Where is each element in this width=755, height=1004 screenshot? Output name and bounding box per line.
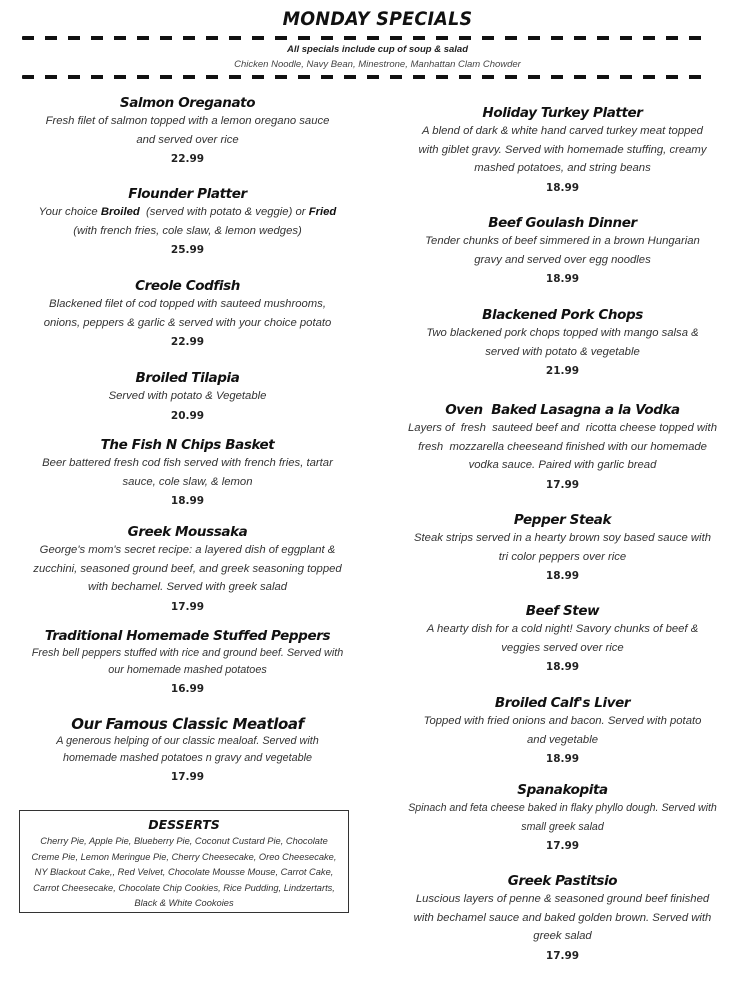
item-name: The Fish N Chips Basket <box>100 437 275 453</box>
menu-item-lasagna-vodka <box>385 401 740 494</box>
item-name: Blackened Pork Chops <box>482 307 643 323</box>
menu-item-beef-stew <box>385 602 740 676</box>
item-name: Traditional Homemade Stuffed Peppers <box>44 628 331 644</box>
option-fried: Fried <box>308 206 337 218</box>
menu-item-greek-pastitsio <box>385 872 740 965</box>
item-description-line: Fresh bell peppers stuffed with rice and ground beef. Served with <box>31 647 344 659</box>
item-description-line: Luscious layers of penne & seasoned ground beef finished <box>415 893 710 905</box>
desserts-line: Cherry Pie, Apple Pie, Blueberry Pie, Coconut Custard Pie, Chocolate <box>40 836 328 846</box>
menu-item-creole-codfish <box>10 277 365 351</box>
menu-item-stuffed-peppers <box>10 627 365 698</box>
item-name: Beef Goulash Dinner <box>488 215 637 231</box>
item-price: 17.99 <box>545 478 580 491</box>
item-description-line <box>10 203 365 222</box>
item-description-line: gravy and served over egg noodles <box>474 253 651 266</box>
item-description-line: Steak strips served in a hearty brown soy based sauce with <box>413 532 711 544</box>
item-description-line: small greek salad <box>521 820 604 833</box>
menu-item-blackened-pork-chops <box>385 306 740 380</box>
item-description-line: tri color peppers over rice <box>498 550 627 563</box>
item-name: Salmon Oreganato <box>119 95 256 111</box>
item-description-line: with bechamel. Served with greek salad <box>87 581 288 593</box>
menu-item-spanakopita <box>385 781 740 855</box>
item-name: Beef Stew <box>525 603 600 619</box>
item-description-line: sauce, cole slaw, & lemon <box>122 475 253 488</box>
item-description-line: Blackened filet of cod topped with sauteed mushrooms, <box>49 298 326 310</box>
desserts-box <box>19 810 349 913</box>
item-description-line: onions, peppers & garlic & served with your choice potato <box>43 316 332 329</box>
menu-item-salmon-oreganato <box>10 94 365 168</box>
item-description-line: Two blackened pork chops topped with mango salsa & <box>426 327 699 339</box>
item-price: 22.99 <box>170 153 205 165</box>
item-description-line: and served over rice <box>136 133 239 146</box>
desserts-line: Creme Pie, Lemon Meringue Pie, Cherry Cheesecake, Oreo Cheesecake, <box>31 851 337 862</box>
item-description-line: mashed potatoes, and string beans <box>474 162 651 174</box>
desserts-title: DESSERTS <box>148 817 220 832</box>
item-name: Pepper Steak <box>513 512 612 528</box>
item-name: Flounder Platter <box>128 186 247 202</box>
item-name: Broiled Calf's Liver <box>494 695 631 711</box>
item-price: 21.99 <box>545 365 580 377</box>
item-price: 18.99 <box>545 273 580 285</box>
item-description-line: Layers of fresh sauteed beef and ricotta cheese topped with <box>408 422 717 434</box>
item-name: Greek Pastitsio <box>507 873 618 889</box>
item-price: 25.99 <box>170 244 205 256</box>
item-price: 16.99 <box>170 683 205 695</box>
desserts-line: Black & White Cookoies <box>134 898 234 909</box>
desserts-list <box>20 834 348 912</box>
item-name: Spanakopita <box>517 782 608 798</box>
item-description-line: vodka sauce. Paired with garlic bread <box>468 459 657 471</box>
menu-item-classic-meatloaf <box>10 715 365 786</box>
item-description-line: Beer battered fresh cod fish served with french fries, tartar <box>42 457 333 469</box>
specials-note: All specials include cup of soup & salad <box>286 44 469 55</box>
menu-item-beef-goulash <box>385 214 740 288</box>
item-name: Greek Moussaka <box>127 524 248 540</box>
option-broiled: Broiled <box>100 206 140 218</box>
item-price: 18.99 <box>170 495 205 507</box>
item-name: Our Famous Classic Meatloaf <box>71 715 304 733</box>
menu-item-broiled-tilapia <box>10 369 365 425</box>
menu-item-holiday-turkey <box>385 104 740 197</box>
item-price: 18.99 <box>545 661 580 673</box>
menu-item-greek-moussaka <box>10 523 365 616</box>
item-price: 18.99 <box>545 753 580 765</box>
menu-item-pepper-steak <box>385 511 740 585</box>
desc-text: Your choice <box>38 206 101 218</box>
item-price: 18.99 <box>545 570 580 582</box>
item-price: 17.99 <box>170 771 205 783</box>
item-price: 17.99 <box>545 949 580 962</box>
item-name: Holiday Turkey Platter <box>482 105 643 121</box>
item-price: 20.99 <box>170 409 205 422</box>
desserts-line: Carrot Cheesecake, Chocolate Chip Cookies, Rice Pudding, Lindzertarts, <box>33 882 335 893</box>
item-price: 18.99 <box>545 181 580 194</box>
item-description-line: Served with potato & Vegetable <box>108 390 267 402</box>
item-description-line: served with potato & vegetable <box>485 345 640 358</box>
item-description-line: our homemade mashed potatoes <box>108 664 267 676</box>
item-description-line: A blend of dark & white hand carved turkey meat topped <box>422 125 703 137</box>
item-description-line: A generous helping of our classic mealoaf. Served with <box>56 735 319 747</box>
item-name: Broiled Tilapia <box>135 370 240 386</box>
right-column <box>385 0 740 1004</box>
menu-item-calfs-liver <box>385 694 740 768</box>
item-description-line: greek salad <box>533 930 592 942</box>
item-name: Oven Baked Lasagna a la Vodka <box>445 402 680 418</box>
desserts-line: NY Blackout Cake,, Red Velvet, Chocolate Mousse Mouse, Carrot Cake, <box>34 867 334 878</box>
item-description-line: homemade mashed potatoes n gravy and vegetable <box>62 752 313 764</box>
item-description-line: A hearty dish for a cold night! Savory chunks of beef & <box>426 623 699 635</box>
item-description-line: with bechamel sauce and baked golden brown. Served with <box>413 911 712 924</box>
item-description-line: Tender chunks of beef simmered in a brown Hungarian <box>425 235 700 247</box>
item-description-line: (with french fries, cole slaw, & lemon wedges) <box>73 224 302 237</box>
item-description-line: Spinach and feta cheese baked in flaky phyllo dough. Served with <box>408 802 717 814</box>
item-price: 17.99 <box>545 840 580 852</box>
item-price: 22.99 <box>170 336 205 348</box>
soup-list: Chicken Noodle, Navy Bean, Minestrone, Manhattan Clam Chowder <box>234 59 521 70</box>
desc-text: (served with potato & veggie) or <box>139 206 309 218</box>
item-description-line: Fresh filet of salmon topped with a lemon oregano sauce <box>45 115 330 127</box>
item-description-line: zucchini, seasoned ground beef, and greek seasoning topped <box>33 562 342 575</box>
item-price: 17.99 <box>170 600 205 613</box>
item-description-line: veggies served over rice <box>501 641 624 654</box>
item-description-line: George's mom's secret recipe: a layered dish of eggplant & <box>39 544 336 556</box>
item-description-line: fresh mozzarella cheeseand finished with our homemade <box>418 440 707 453</box>
item-name: Creole Codfish <box>135 278 240 294</box>
menu-item-flounder-platter <box>10 185 365 259</box>
page-title: MONDAY SPECIALS <box>282 8 473 30</box>
item-description-line: with giblet gravy. Served with homemade stuffing, creamy <box>418 143 707 156</box>
item-description-line: and vegetable <box>527 733 598 746</box>
item-description-line: Topped with fried onions and bacon. Served with potato <box>423 715 702 727</box>
menu-item-fish-n-chips <box>10 436 365 510</box>
